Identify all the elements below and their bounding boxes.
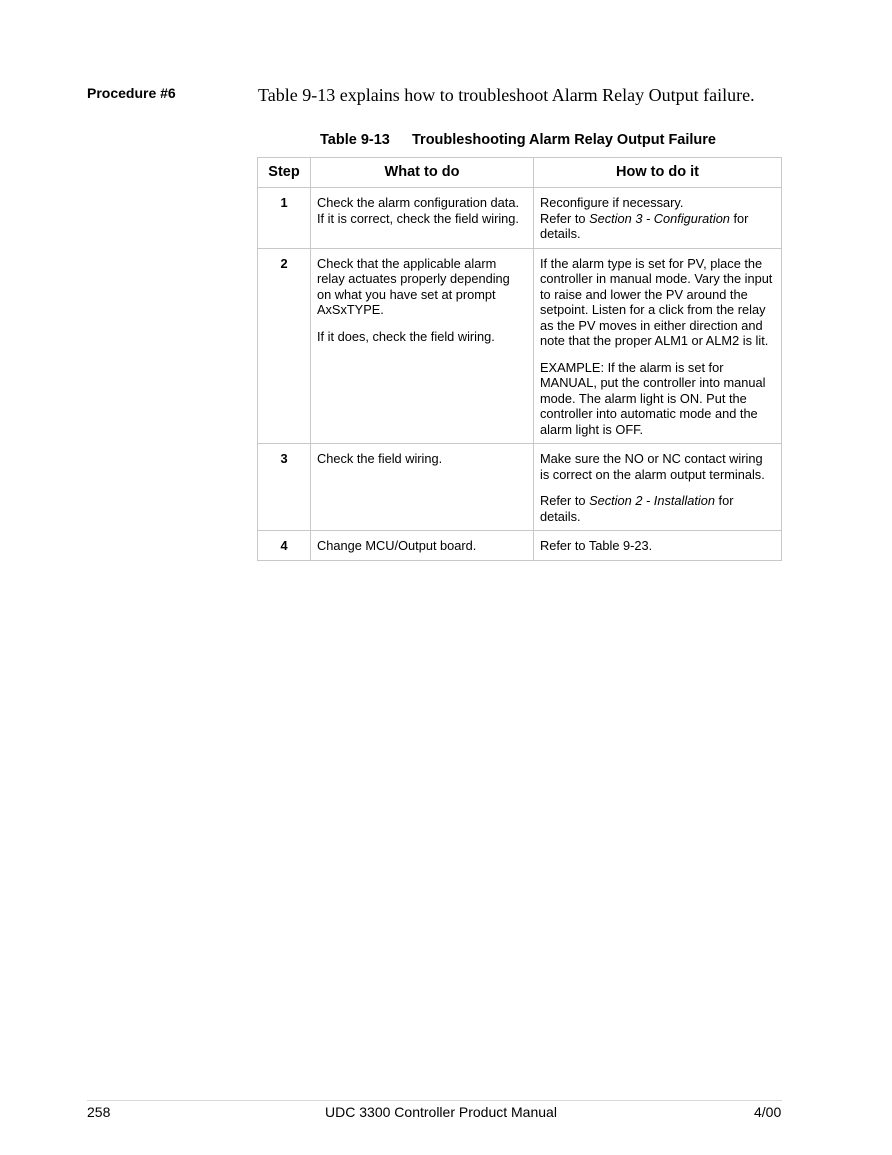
section-reference: Section 2 - Installation [589, 493, 715, 508]
footer-divider [87, 1100, 782, 1101]
how-text: EXAMPLE: If the alarm is set for MANUAL, put the controller into manual mode. The alarm light is ON. Put the controller into automatic mode and the alarm light is OFF. [540, 359, 766, 437]
what-cell [311, 248, 534, 444]
how-text-part: Refer to [540, 210, 590, 226]
step-number: 3 [258, 444, 311, 531]
what-text: Check that the applicable alarm relay actuates properly depending on what you have set at prompt AxSxTYPE. [317, 255, 510, 317]
how-text [540, 493, 775, 524]
troubleshooting-table [257, 157, 782, 561]
intro-text: Table 9-13 explains how to troubleshoot Alarm Relay Output failure. [258, 85, 755, 105]
what-cell [311, 444, 534, 531]
how-text-part: for details. [540, 493, 734, 524]
how-text-part: Refer to [540, 493, 590, 508]
how-text: If the alarm type is set for PV, place the controller in manual mode. Vary the input to raise and lower the PV around the setpoint. Listen for a click from the relay as the PV moves in either direction and note that the proper ALM1 or ALM2 is lit. [540, 255, 773, 348]
how-text-part: Reconfigure if necessary. [540, 195, 684, 210]
table-row [258, 188, 782, 249]
step-number: 2 [258, 248, 311, 444]
what-text: Change MCU/Output board. [317, 538, 477, 553]
table-number: Table 9-13 [320, 132, 390, 148]
header-what: What to do [311, 158, 534, 188]
section-reference: Section 3 - Configuration [589, 210, 730, 226]
what-text: Check the alarm configuration data. If it is correct, check the field wiring. [317, 195, 520, 226]
table-caption [320, 132, 716, 148]
what-text: Check the field wiring. [317, 451, 443, 466]
step-number: 1 [258, 188, 311, 249]
footer-page-number: 258 [87, 1104, 111, 1120]
what-cell [311, 188, 534, 249]
how-text [540, 195, 775, 242]
how-cell [534, 444, 782, 531]
how-text-part: for details. [540, 210, 749, 241]
procedure-label: Procedure #6 [87, 85, 176, 101]
header-how: How to do it [534, 158, 782, 188]
table-row [258, 444, 782, 531]
how-cell [534, 248, 782, 444]
how-cell [534, 531, 782, 561]
table-header-row [258, 158, 782, 188]
how-cell [534, 188, 782, 249]
what-cell [311, 531, 534, 561]
header-step: Step [258, 158, 311, 188]
table-title: Troubleshooting Alarm Relay Output Failure [412, 132, 716, 148]
table-row [258, 531, 782, 561]
how-text: Make sure the NO or NC contact wiring is correct on the alarm output terminals. [540, 451, 765, 482]
step-number: 4 [258, 531, 311, 561]
footer-title: UDC 3300 Controller Product Manual [325, 1104, 557, 1120]
footer-date: 4/00 [754, 1104, 782, 1120]
how-text: Refer to Table 9-23. [540, 538, 653, 553]
what-text: If it does, check the field wiring. [317, 328, 495, 344]
table-row [258, 248, 782, 444]
